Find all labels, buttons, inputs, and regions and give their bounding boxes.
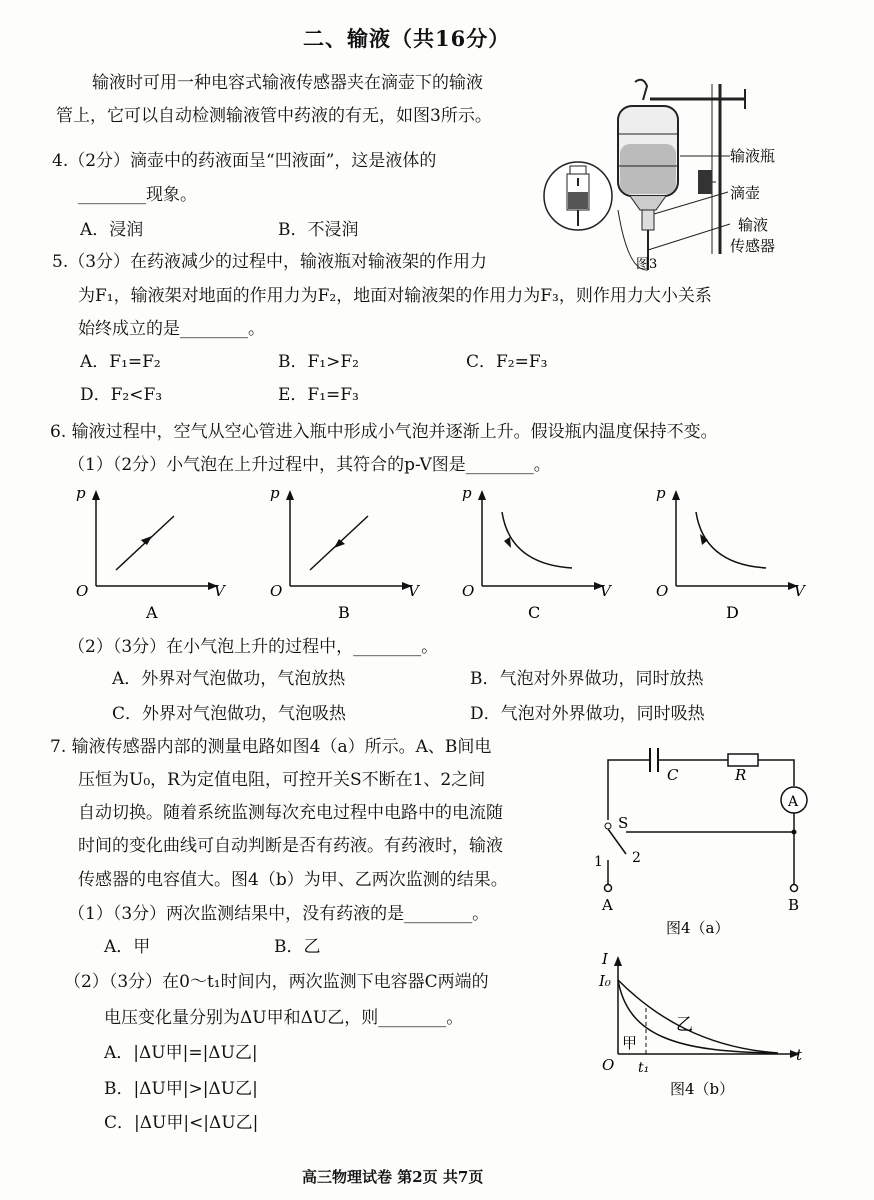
q7-line-4: 时间的变化曲线可自动判断是否有药液。有药液时，输液 xyxy=(78,836,503,856)
graph-4b-i0: I₀ xyxy=(599,972,611,990)
q6-option-c: C．外界对气泡做功，气泡吸热 xyxy=(112,704,347,724)
q6-sub1: （1）（2分）小气泡在上升过程中，其符合的p-V图是________。 xyxy=(68,455,551,475)
graph-b-label: B xyxy=(338,603,350,622)
q7-line-1: 7. 输液传感器内部的测量电路如图4（a）所示。A、B间电 xyxy=(50,737,492,757)
q5-option-e: E．F₁=F₃ xyxy=(278,385,359,405)
pv-graph-b xyxy=(268,482,428,622)
q4-stem-2: ________现象。 xyxy=(78,185,197,205)
q5-stem-3: 始终成立的是________。 xyxy=(78,319,265,339)
label-drip-pot: 滴壶 xyxy=(730,184,761,202)
graph-4b-y-label: I xyxy=(602,950,608,968)
q6-option-b: B．气泡对外界做功，同时放热 xyxy=(470,669,704,689)
label-sensor-1: 输液 xyxy=(738,216,769,234)
switch-pos-1: 1 xyxy=(594,854,603,870)
graph-b-y-label: p xyxy=(270,484,280,502)
graph-a-x-label: V xyxy=(214,582,225,600)
graph-a-label: A xyxy=(146,603,158,622)
pv-graph-d xyxy=(654,482,814,622)
q4-option-b: B．不浸润 xyxy=(278,220,359,240)
q5-option-b: B．F₁>F₂ xyxy=(278,352,359,372)
label-bottle: 输液瓶 xyxy=(730,147,776,165)
graph-4b-origin: O xyxy=(602,1056,615,1074)
graph-c-label: C xyxy=(528,603,541,622)
figure-3-infusion xyxy=(540,74,800,274)
figure-4b-caption: 图4（b） xyxy=(670,1080,735,1098)
q6-sub2: （2）（3分）在小气泡上升的过程中，________。 xyxy=(68,637,439,657)
curve-yi-label: 乙 xyxy=(676,1015,693,1035)
q7-line-3: 自动切换。随着系统监测每次充电过程中电路中的电流随 xyxy=(78,803,503,823)
q7-sub1: （1）（3分）两次监测结果中，没有药液的是________。 xyxy=(68,904,490,924)
graph-d-label: D xyxy=(726,603,739,622)
q7-sub2-option-c: C．|ΔU甲|<|ΔU乙| xyxy=(104,1113,259,1133)
curve-jia-label: 甲 xyxy=(622,1034,638,1052)
q7-sub2-line-1: （2）（3分）在0～t₁时间内，两次监测下电容器C两端的 xyxy=(64,972,489,992)
terminal-a: A xyxy=(602,896,613,914)
graph-a-origin: O xyxy=(76,582,89,600)
graph-b-origin: O xyxy=(270,582,283,600)
q6-option-a: A．外界对气泡做功，气泡放热 xyxy=(112,669,346,689)
q5-stem-1: 5.（3分）在药液减少的过程中，输液瓶对输液架的作用力 xyxy=(52,252,488,272)
figure-4a-caption: 图4（a） xyxy=(666,919,730,937)
q5-stem-2: 为F₁，输液架对地面的作用力为F₂，地面对输液架的作用力为F₃，则作用力大小关系 xyxy=(78,286,712,306)
q7-line-5: 传感器的电容值大。图4（b）为甲、乙两次监测的结果。 xyxy=(78,870,508,890)
q4-option-a: A．浸润 xyxy=(80,220,144,240)
graph-d-y-label: p xyxy=(656,484,666,502)
graph-4b-x-label: t xyxy=(796,1046,803,1064)
figure-3-caption: 图3 xyxy=(636,257,658,272)
graph-d-x-label: V xyxy=(794,582,805,600)
intro-line-1: 输液时可用一种电容式输液传感器夹在滴壶下的输液 xyxy=(92,73,483,93)
graph-d-origin: O xyxy=(656,582,669,600)
res-label: R xyxy=(735,766,747,784)
q5-option-c: C．F₂=F₃ xyxy=(466,352,548,372)
graph-b-x-label: V xyxy=(408,582,419,600)
q5-option-a: A．F₁=F₂ xyxy=(80,352,161,372)
q7-sub1-option-a: A．甲 xyxy=(104,937,151,957)
label-sensor-2: 传感器 xyxy=(730,237,776,255)
pv-graph-c xyxy=(460,482,620,622)
q7-line-2: 压恒为U₀，R为定值电阻，可控开关S不断在1、2之间 xyxy=(78,770,486,790)
q4-stem-1: 4.（2分）滴壶中的药液面呈“凹液面”，这是液体的 xyxy=(52,151,437,171)
terminal-b: B xyxy=(788,896,800,914)
intro-line-2: 管上，它可以自动检测输液管中药液的有无，如图3所示。 xyxy=(56,106,492,126)
switch-pos-2: 2 xyxy=(632,850,641,866)
switch-label: S xyxy=(618,814,629,832)
q6-stem: 6. 输液过程中，空气从空心管进入瓶中形成小气泡并逐渐上升。假设瓶内温度保持不变。 xyxy=(50,422,718,442)
page-footer: 高三物理试卷 第2页 共7页 xyxy=(302,1168,484,1186)
graph-4b-t1: t₁ xyxy=(638,1060,650,1076)
graph-c-origin: O xyxy=(462,582,475,600)
ammeter-label: A xyxy=(788,794,799,810)
graph-c-x-label: V xyxy=(600,582,611,600)
q5-option-d: D．F₂<F₃ xyxy=(80,385,163,405)
figure-4a-circuit xyxy=(580,740,830,940)
q7-sub2-option-a: A．|ΔU甲|=|ΔU乙| xyxy=(104,1043,258,1063)
q7-sub2-line-2: 电压变化量分别为ΔU甲和ΔU乙，则________。 xyxy=(104,1008,464,1028)
pv-graph-a xyxy=(74,482,234,622)
q6-option-d: D．气泡对外界做功，同时吸热 xyxy=(470,704,705,724)
graph-a-y-label: p xyxy=(76,484,86,502)
q7-sub1-option-b: B．乙 xyxy=(274,937,321,957)
section-title: 二、输液（共16分） xyxy=(303,26,511,51)
figure-4b-graph xyxy=(596,948,816,1104)
cap-label: C xyxy=(667,766,679,784)
q7-sub2-option-b: B．|ΔU甲|>|ΔU乙| xyxy=(104,1079,258,1099)
graph-c-y-label: p xyxy=(462,484,472,502)
